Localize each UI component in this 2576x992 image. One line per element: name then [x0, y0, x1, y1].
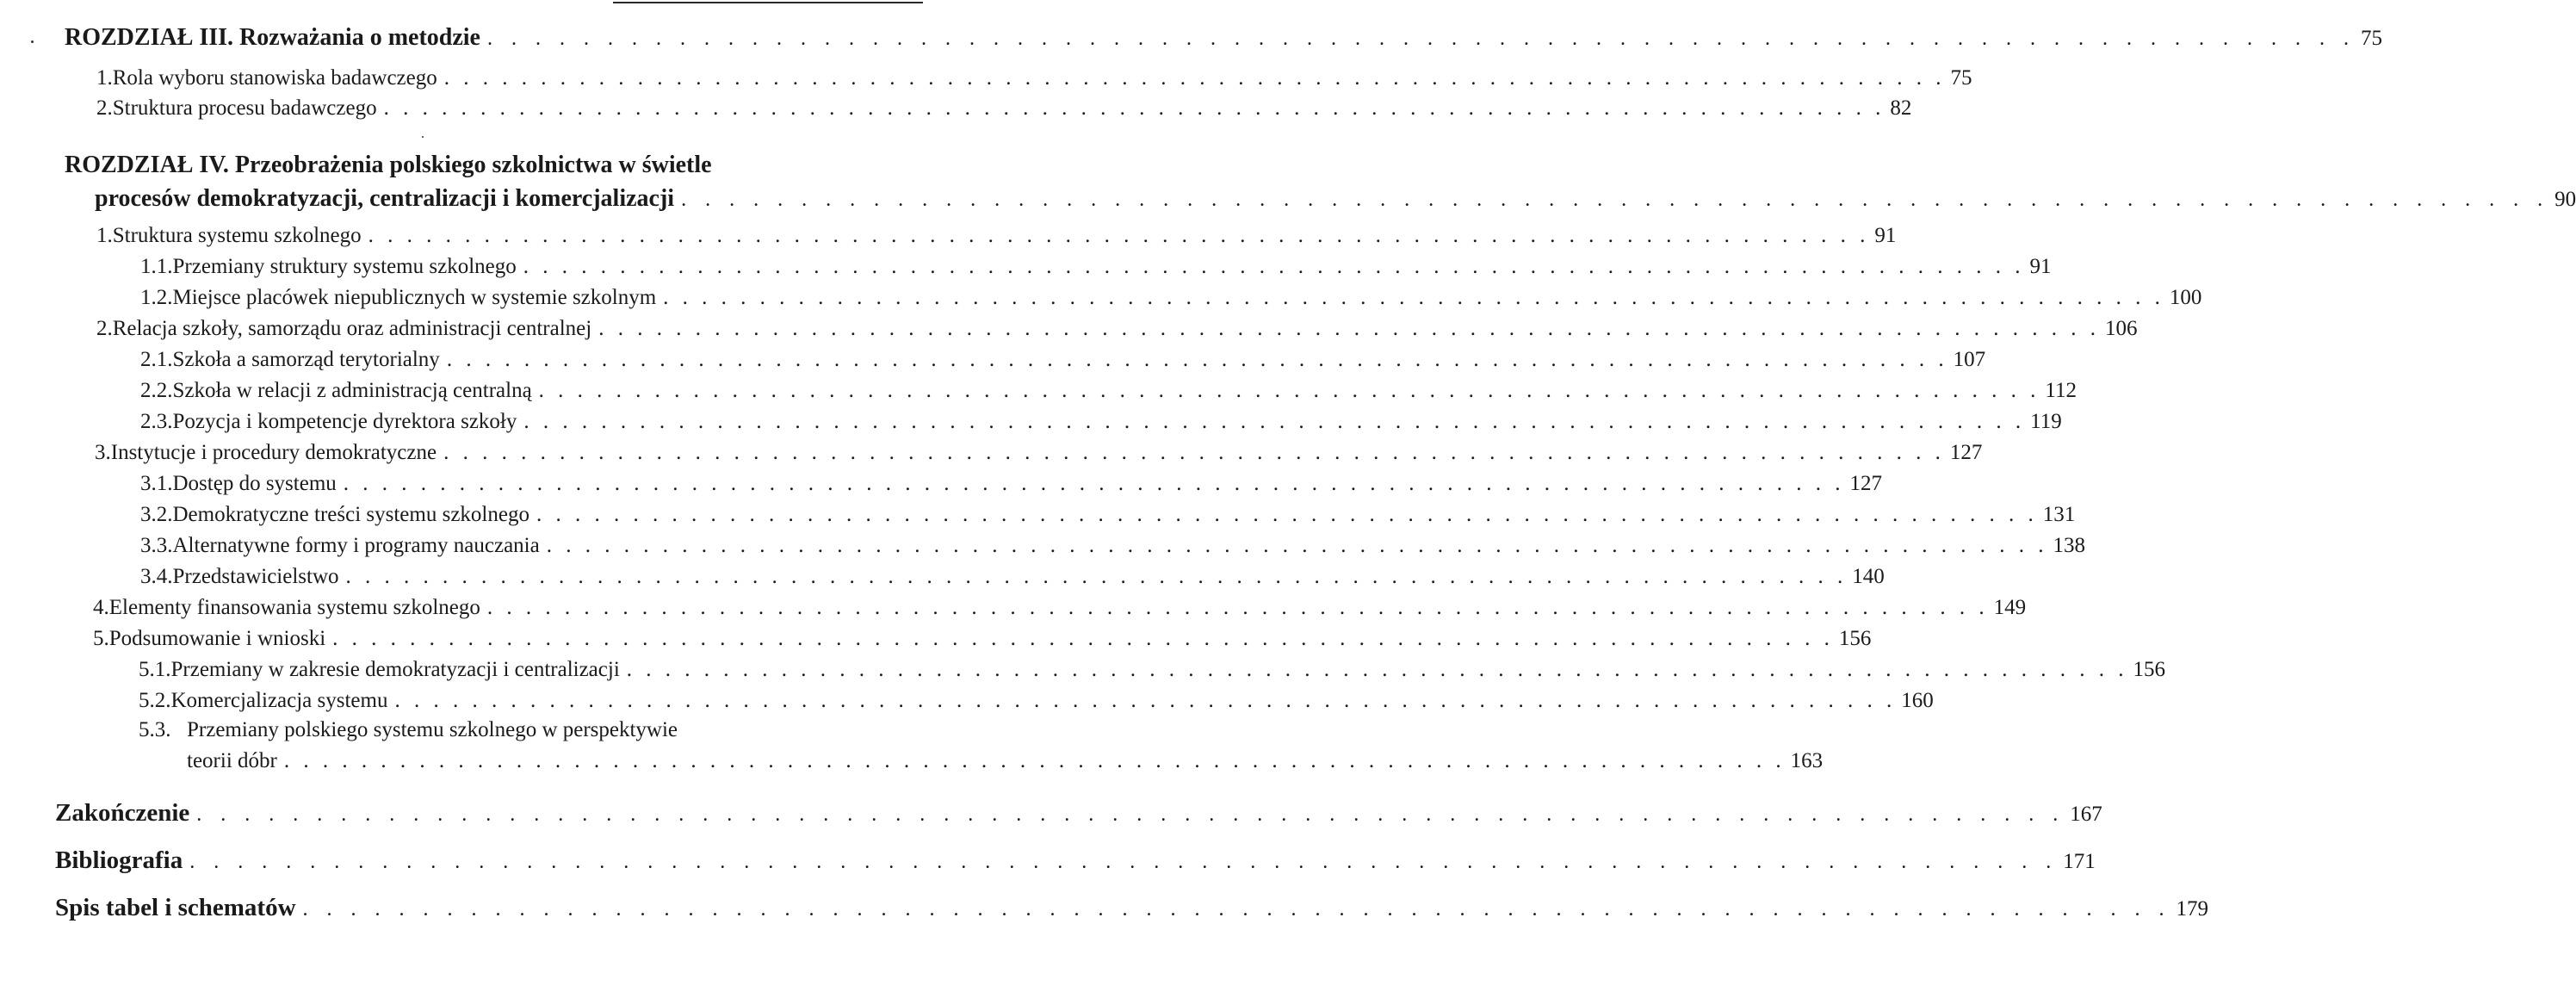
page-number: 82 — [1890, 96, 1912, 120]
subsection-number: 3.3. — [140, 534, 173, 557]
toc-subsection[interactable] — [140, 472, 1883, 496]
section-title: Elementy finansowania systemu szkolnego — [108, 596, 480, 619]
subsection-title: Alternatywne formy i programy nauczania — [172, 534, 540, 557]
page-number: 127 — [1849, 472, 1883, 495]
subsection-number: 2.1. — [140, 348, 173, 371]
page-number: 75 — [1950, 66, 1972, 90]
toc-subsection[interactable] — [139, 658, 2166, 682]
dot-leader: . . . . . . . . . . . . . . . . . . . . . . . . . . . . . . . . . . . . . . . . . . . . . . . . . . . . . . . . . . . . . . . . . . . . . . . . . . . . . . — [663, 286, 2164, 309]
section-title: Struktura procesu badawczego — [112, 96, 377, 120]
dot-leader: . . . . . . . . . . . . . . . . . . . . . . . . . . . . . . . . . . . . . . . . . . . . . . . . . . . . . . . . . . . . . . . . . . . . . . . . . . . . . . — [283, 749, 1786, 772]
toc-subsection[interactable] — [140, 534, 2085, 558]
toc-section[interactable] — [96, 224, 1897, 248]
dot-leader: . . . . . . . . . . . . . . . . . . . . . . . . . . . . . . . . . . . . . . . . . . . . . . . . . . . . . . . . . . . . . . . . . . . . . . . . . . . . . . — [345, 565, 1848, 588]
section-number: 1. — [96, 66, 113, 90]
section-number: 3. — [95, 441, 111, 464]
dot-leader: . . . . . . . . . . . . . . . . . . . . . . . . . . . . . . . . . . . . . . . . . . . . . . . . . . . . . . . . . . . . . . . . . . . . . . . . . . . . . . — [443, 441, 1945, 464]
subsection-title: Szkoła a samorząd terytorialny — [172, 348, 440, 371]
chapter-title: procesów demokratyzacji, centralizacji i komercjalizacji — [95, 185, 675, 212]
subsection-number: 1.2. — [140, 286, 173, 309]
subsection-title: Przemiany polskiego systemu szkolnego w perspektywie — [187, 718, 678, 741]
dot-leader: . . . . . . . . . . . . . . . . . . . . . . . . . . . . . . . . . . . . . . . . . . . . . . . . . . . . . . . . . . . . . . . . . . . . . . . . . . . . . . — [536, 503, 2038, 526]
page-number: 106 — [2104, 317, 2138, 340]
section-title: Instytucje i procedury demokratyczne — [110, 441, 437, 464]
page-number: 163 — [1790, 749, 1824, 772]
dot-leader: . . . . . . . . . . . . . . . . . . . . . . . . . . . . . . . . . . . . . . . . . . . . . . . . . . . . . . . . . . . . . . . . . . . . . . . . . . . . . . — [196, 803, 2065, 826]
toc-subsection[interactable] — [140, 565, 1885, 589]
subsection-number: 1.1. — [140, 255, 173, 278]
toc-chapter-4-title-line1: ROZDZIAŁ IV. Przeobrażenia polskiego szkolnictwa w świetle — [65, 152, 712, 178]
subsection-title: Demokratyczne treści systemu szkolnego — [172, 503, 529, 526]
dot-leader: . . . . . . . . . . . . . . . . . . . . . . . . . . . . . . . . . . . . . . . . . . . . . . . . . . . . . . . . . . . . . . . . . . . . . . . . . . . . . . — [538, 379, 2040, 402]
dot-leader: . . . . . . . . . . . . . . . . . . . . . . . . . . . . . . . . . . . . . . . . . . . . . . . . . . . . . . . . . . . . . . . . . . . . . . . . . . . . . . — [523, 410, 2026, 433]
toc-zakonczenie[interactable] — [55, 799, 2102, 828]
toc-subsection[interactable] — [140, 286, 2202, 310]
dot-leader: . . . . . . . . . . . . . . . . . . . . . . . . . . . . . . . . . . . . . . . . . . . . . . . . . . . . . . . . . . . . . . . . . . . . . . . . . . . . . . — [598, 317, 2100, 340]
dot-leader: . . . . . . . . . . . . . . . . . . . . . . . . . . . . . . . . . . . . . . . . . . . . . . . . . . . . . . . . . . . . . . . . . . . . . . . . . . . . . . — [394, 689, 1897, 712]
page-number: 127 — [1949, 441, 1983, 464]
dot-leader: . . . . . . . . . . . . . . . . . . . . . . . . . . . . . . . . . . . . . . . . . . . . . . . . . . . . . . . . . . . . . . . . . . . . . . . . . . . . . . — [523, 255, 2025, 278]
page-number: 131 — [2042, 503, 2076, 526]
section-title: Rola wyboru stanowiska badawczego — [112, 66, 437, 90]
page-number: 100 — [2169, 286, 2202, 309]
dot-leader: . . . . . . . . . . . . . . . . . . . . . . . . . . . . . . . . . . . . . . . . . . . . . . . . . . . . . . . . . . . . . . . . . . . . . . . . . . . . . . — [383, 96, 1886, 120]
dot-leader: . . . . . . . . . . . . . . . . . . . . . . . . . . . . . . . . . . . . . . . . . . . . . . . . . . . . . . . . . . . . . . . . . . . . . . . . . . . . . . — [368, 224, 1870, 247]
subsection-title: Szkoła w relacji z administracją centralną — [172, 379, 532, 402]
subsection-title: Przedstawicielstwo — [172, 565, 339, 588]
toc-spis-tabel[interactable] — [55, 894, 2209, 922]
dot-leader: . . . . . . . . . . . . . . . . . . . . . . . . . . . . . . . . . . . . . . . . . . . . . . . . . . . . . . . . . . . . . . . . . . . . . . . . . . . . . . — [189, 851, 2059, 873]
page-number: 160 — [1901, 689, 1934, 712]
subsection-number: 3.4. — [140, 565, 173, 588]
dot-leader: . . . . . . . . . . . . . . . . . . . . . . . . . . . . . . . . . . . . . . . . . . . . . . . . . . . . . . . . . . . . . . . . . . . . . . . . . . . . . . — [487, 28, 2356, 50]
page-number: 112 — [2045, 379, 2077, 402]
page-number: 107 — [1953, 348, 1986, 371]
subsection-number: 5.2. — [139, 689, 171, 712]
dot-leader: . . . . . . . . . . . . . . . . . . . . . . . . . . . . . . . . . . . . . . . . . . . . . . . . . . . . . . . . . . . . . . . . . . . . . . . . . . . . . . — [343, 472, 1845, 495]
dot-leader: . . . . . . . . . . . . . . . . . . . . . . . . . . . . . . . . . . . . . . . . . . . . . . . . . . . . . . . . . . . . . . . . . . . . . . . . . . . . . . — [681, 189, 2550, 211]
subsection-title: Komercjalizacja systemu — [170, 689, 388, 712]
subsection-number: 5.3. — [139, 718, 171, 741]
section-title: Relacja szkoły, samorządu oraz administracji centralnej — [112, 317, 592, 340]
page-number: 91 — [1874, 224, 1897, 247]
page-number: 140 — [1852, 565, 1885, 588]
chapter-title: ROZDZIAŁ III. Rozważania o metodzie — [65, 24, 480, 51]
page-number: 75 — [2361, 27, 2382, 50]
section-number: 5. — [93, 627, 109, 650]
backmatter-title: Spis tabel i schematów — [55, 894, 296, 921]
page-number: 149 — [1993, 596, 2027, 619]
toc-chapter-3[interactable] — [65, 24, 2382, 52]
subsection-title: Przemiany struktury systemu szkolnego — [172, 255, 517, 278]
subsection-number: 3.1. — [140, 472, 173, 495]
backmatter-title: Bibliografia — [55, 846, 183, 874]
section-title: Struktura systemu szkolnego — [112, 224, 362, 247]
page-number: 171 — [2063, 850, 2096, 873]
subsection-title: teorii dóbr — [187, 749, 277, 772]
toc-bibliografia[interactable] — [55, 846, 2096, 875]
subsection-title: Pozycja i kompetencje dyrektora szkoły — [172, 410, 517, 433]
dot-leader: . . . . . . . . . . . . . . . . . . . . . . . . . . . . . . . . . . . . . . . . . . . . . . . . . . . . . . . . . . . . . . . . . . . . . . . . . . . . . . — [302, 898, 2171, 921]
toc-subsection[interactable] — [140, 348, 1986, 372]
dot-leader: . . . . . . . . . . . . . . . . . . . . . . . . . . . . . . . . . . . . . . . . . . . . . . . . . . . . . . . . . . . . . . . . . . . . . . . . . . . . . . — [546, 534, 2048, 557]
subsection-title: Dostęp do systemu — [172, 472, 337, 495]
toc-section[interactable] — [95, 441, 1983, 465]
toc-section[interactable] — [96, 317, 2138, 341]
page-number: 179 — [2176, 897, 2209, 921]
page-number: 167 — [2070, 803, 2102, 826]
subsection-title: Miejsce placówek niepublicznych w systemie szkolnym — [172, 286, 657, 309]
toc-subsection[interactable] — [140, 503, 2076, 527]
header-rule — [613, 2, 923, 3]
page-number: 156 — [1838, 627, 1872, 650]
page-number: 138 — [2053, 534, 2085, 557]
page-number: 119 — [2030, 410, 2062, 433]
toc-subsection[interactable] — [140, 379, 2077, 403]
toc-section[interactable] — [93, 627, 1872, 651]
toc-subsection-line1[interactable] — [139, 718, 678, 742]
backmatter-title: Zakończenie — [55, 799, 190, 827]
toc-section[interactable] — [96, 66, 1972, 90]
scan-speck — [31, 40, 34, 43]
dot-leader: . . . . . . . . . . . . . . . . . . . . . . . . . . . . . . . . . . . . . . . . . . . . . . . . . . . . . . . . . . . . . . . . . . . . . . . . . . . . . . — [332, 627, 1834, 650]
toc-section[interactable] — [96, 96, 1912, 121]
subsection-number: 2.2. — [140, 379, 173, 402]
subsection-number: 3.2. — [140, 503, 173, 526]
section-number: 2. — [96, 96, 113, 120]
dot-leader: . . . . . . . . . . . . . . . . . . . . . . . . . . . . . . . . . . . . . . . . . . . . . . . . . . . . . . . . . . . . . . . . . . . . . . . . . . . . . . — [486, 596, 1989, 619]
page-number: 90 — [2554, 188, 2576, 211]
toc-subsection[interactable] — [140, 255, 2052, 279]
toc-subsection[interactable] — [139, 689, 1934, 713]
subsection-number: 2.3. — [140, 410, 173, 433]
section-number: 4. — [93, 596, 109, 619]
section-number: 1. — [96, 224, 113, 247]
toc-section[interactable] — [93, 596, 2027, 620]
toc-subsection[interactable] — [140, 410, 2062, 434]
section-title: Podsumowanie i wnioski — [108, 627, 326, 650]
subsection-number: 5.1. — [139, 658, 171, 681]
scan-speck — [422, 136, 424, 138]
toc-subsection[interactable] — [187, 749, 1824, 773]
dot-leader: . . . . . . . . . . . . . . . . . . . . . . . . . . . . . . . . . . . . . . . . . . . . . . . . . . . . . . . . . . . . . . . . . . . . . . . . . . . . . . — [443, 66, 1946, 90]
page-number: 156 — [2133, 658, 2166, 681]
page-number: 91 — [2029, 255, 2052, 278]
dot-leader: . . . . . . . . . . . . . . . . . . . . . . . . . . . . . . . . . . . . . . . . . . . . . . . . . . . . . . . . . . . . . . . . . . . . . . . . . . . . . . — [626, 658, 2128, 681]
section-number: 2. — [96, 317, 113, 340]
dot-leader: . . . . . . . . . . . . . . . . . . . . . . . . . . . . . . . . . . . . . . . . . . . . . . . . . . . . . . . . . . . . . . . . . . . . . . . . . . . . . . — [446, 348, 1948, 371]
toc-chapter-4[interactable] — [95, 185, 2576, 213]
subsection-title: Przemiany w zakresie demokratyzacji i centralizacji — [170, 658, 620, 681]
